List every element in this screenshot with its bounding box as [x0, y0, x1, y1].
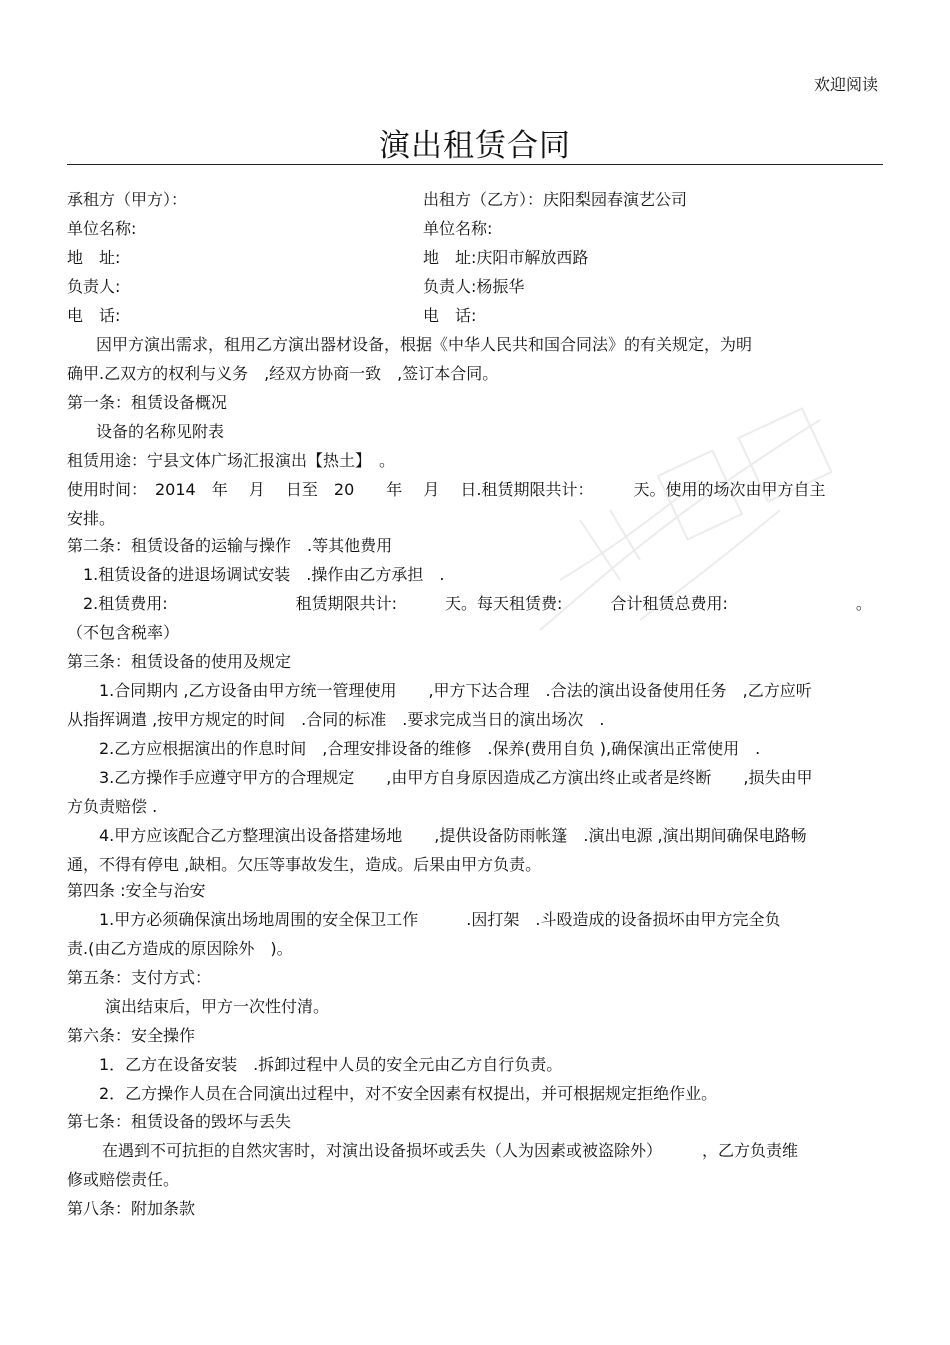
article-2-line-1: 1.租赁设备的进退场调试安装 .操作由乙方承担 .	[83, 565, 445, 584]
article-7-title: 第七条：租赁设备的毁坏与丢失	[67, 1112, 292, 1131]
article-3-line-3: 2.乙方应根据演出的作息时间 ,合理安排设备的维修 .保养(费用自负 ),确保演出正常使用 .	[99, 739, 761, 758]
lessor-person: 杨振华	[476, 277, 525, 296]
lessee-address-label: 地 址:	[67, 248, 121, 267]
party-row-names	[67, 186, 883, 214]
article-5-line-1: 演出结束后，甲方一次性付清。	[105, 997, 330, 1016]
lessor-unit-label: 单位名称:	[423, 219, 493, 238]
article-3-title: 第三条：租赁设备的使用及规定	[67, 652, 292, 671]
article-1-line-3: 使用时间： 2014 年 月 日至 20 年 月 日.租赁期限共计： 天。使用的场次由甲方自主	[67, 480, 826, 499]
lessee-person-label: 负责人:	[67, 277, 121, 296]
article-6-title: 第六条：安全操作	[67, 1026, 196, 1045]
article-6-line-2: 2．乙方操作人员在合同演出过程中，对不安全因素有权提出，并可根据规定拒绝作业。	[99, 1084, 718, 1103]
document-title: 演出租赁合同	[379, 128, 571, 164]
article-1-line-2: 租赁用途：宁县文体广场汇报演出【热土】 。	[67, 451, 396, 470]
lessor-label: 出租方（乙方）：	[423, 190, 544, 209]
article-7-line-1: 在遇到不可抗拒的自然灾害时，对演出设备损坏或丢失（人为因素或被盗除外） ，乙方负责维	[102, 1141, 799, 1160]
article-7-line-2: 修或赔偿责任。	[67, 1170, 180, 1189]
lessor-address-label: 地 址:	[423, 248, 477, 267]
party-row-person	[67, 273, 883, 301]
article-6-line-1: 1．乙方在设备安装 .拆卸过程中人员的安全元由乙方自行负责。	[99, 1055, 563, 1074]
article-3-line-5: 方负责赔偿 .	[67, 797, 158, 816]
article-8-title: 第八条：附加条款	[67, 1199, 196, 1218]
article-3-line-1: 1.合同期内 ,乙方设备由甲方统一管理使用 ,甲方下达合理 .合法的演出设备使用任务 ,乙方应听	[99, 681, 812, 700]
lessor-phone-label: 电 话:	[423, 306, 477, 325]
article-3-line-2: 从指挥调遣 ,按甲方规定的时间 .合同的标准 .要求完成当日的演出场次 .	[67, 710, 605, 729]
article-4-title: 第四条 :安全与治安	[67, 881, 206, 900]
article-1-title: 第一条：租赁设备概况	[67, 393, 228, 412]
lessor-address-block	[423, 244, 588, 272]
article-3-line-6: 4.甲方应该配合乙方整理演出设备搭建场地 ,提供设备防雨帐篷 .演出电源 ,演出期间确保电路畅	[99, 826, 807, 845]
article-1-line-4: 安排。	[67, 509, 116, 528]
title-underline	[67, 164, 883, 165]
article-5-title: 第五条：支付方式：	[67, 968, 212, 987]
article-2-title: 第二条：租赁设备的运输与操作 .等其他费用	[67, 536, 393, 555]
header-welcome-text: 欢迎阅读	[813, 75, 878, 94]
lessor-person-label: 负责人:	[423, 277, 477, 296]
article-4-line-1: 1.甲方必须确保演出场地周围的安全保卫工作 .因打架 .斗殴造成的设备损坏由甲方完全负	[99, 910, 781, 929]
lessor-address: 庆阳市解放西路	[476, 248, 589, 267]
preamble-line-2: 确甲.乙双方的权利与义务 ,经双方协商一致 ,签订本合同。	[67, 364, 499, 383]
party-row-unit	[67, 215, 883, 243]
lessee-unit-label: 单位名称:	[67, 219, 137, 238]
party-row-address	[67, 244, 883, 272]
article-3-line-7: 通，不得有停电 ,缺相。欠压等事故发生，造成。后果由甲方负责。	[67, 855, 542, 874]
lessee-label: 承租方（甲方）：	[67, 190, 188, 209]
lessor-name: 庆阳梨园春演艺公司	[543, 190, 688, 209]
party-row-phone	[67, 302, 883, 330]
article-4-line-2: 责.(由乙方造成的原因除外 )。	[67, 939, 293, 958]
article-3-line-4: 3.乙方操作手应遵守甲方的合理规定 ,由甲方自身原因造成乙方演出终止或者是终断 ,损失由甲	[99, 768, 813, 787]
article-2-line-2: 2.租赁费用: 租赁期限共计: 天。每天租赁费: 合计租赁总费用: 。	[83, 594, 872, 613]
preamble-line-1: 因甲方演出需求，租用乙方演出器材设备，根据《中华人民共和国合同法》的有关规定，为明	[96, 335, 753, 354]
lessor-block	[423, 186, 687, 214]
lessee-phone-label: 电 话:	[67, 306, 121, 325]
lessor-person-block	[423, 273, 524, 301]
article-1-line-1: 设备的名称见附表	[96, 422, 225, 441]
article-2-line-3: （不包含税率）	[67, 623, 180, 642]
